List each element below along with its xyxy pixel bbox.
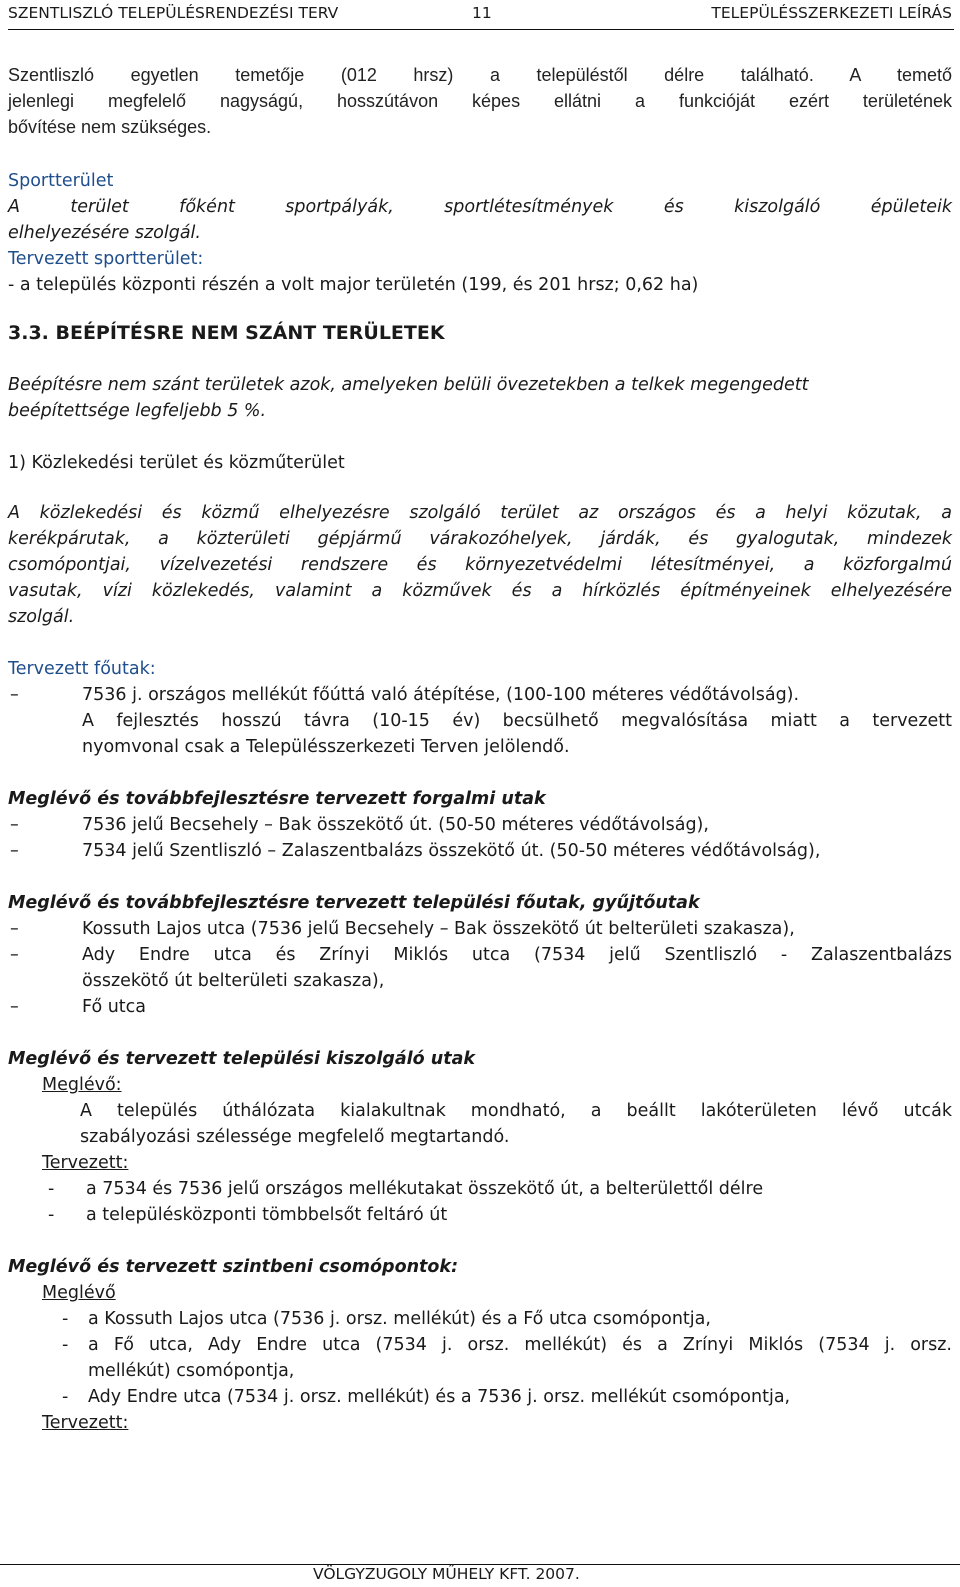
- list-dash: -: [62, 1309, 69, 1329]
- page-header: [8, 3, 954, 30]
- list-dash: –: [10, 945, 19, 965]
- list-dash: –: [10, 815, 19, 835]
- transport-section: [8, 450, 952, 760]
- cemetery-line: jelenlegi megfelelő nagyságú, hosszútávon képes ellátni a funkcióját ezért területének: [8, 91, 952, 111]
- existing-text: szabályozási szélessége megfelelő megtartandó.: [80, 1127, 510, 1147]
- list-item: [8, 1306, 952, 1332]
- service-roads-section: [8, 1046, 952, 1228]
- transport-description-line: szolgál.: [8, 607, 75, 627]
- list-dash: -: [62, 1335, 69, 1355]
- sport-planned-label: Tervezett sportterület:: [8, 249, 204, 269]
- transport-description-line: csomópontjai, vízelvezetési rendszere és környezetvédelmi létesítményei, a közforgalmú: [8, 555, 952, 575]
- cemetery-paragraph: [8, 62, 952, 140]
- transport-description-line: vasutak, vízi közlekedés, valamint a közművek és a hírközlés építményeinek elhelyezésére: [8, 581, 952, 601]
- header-section-title: TELEPÜLÉSSZERKEZETI LEÍRÁS: [711, 4, 952, 22]
- planned-label: Tervezett:: [42, 1153, 129, 1173]
- list-item-text: Fő utca: [82, 997, 147, 1017]
- header-page-number: 11: [472, 4, 492, 22]
- list-item-text: a Kossuth Lajos utca (7536 j. orsz. mellékút) és a Fő utca csomópontja,: [88, 1309, 711, 1329]
- list-item-text: összekötő út belterületi szakasza),: [82, 971, 385, 991]
- page-content: [8, 62, 952, 1436]
- planned-label: Tervezett:: [42, 1413, 129, 1433]
- list-item: [8, 1176, 952, 1202]
- sport-planned-item: - a település központi részén a volt major területén (199, és 201 hrsz; 0,62 ha): [8, 275, 699, 295]
- list-dash: -: [62, 1387, 69, 1407]
- list-item: [8, 1332, 952, 1384]
- list-item: [8, 994, 952, 1020]
- list-dash: -: [48, 1179, 55, 1199]
- service-roads-title: Meglévő és tervezett települési kiszolgáló utak: [8, 1049, 476, 1069]
- list-item-text: a Fő utca, Ady Endre utca (7534 j. orsz. mellékút) és a Zrínyi Miklós (7534 j. orsz.: [88, 1335, 952, 1355]
- sport-title: Sportterület: [8, 171, 114, 191]
- list-item-text: 7534 jelű Szentliszló – Zalaszentbalázs összekötő út. (50-50 méteres védőtávolság),: [82, 841, 821, 861]
- section-title: 3.3. BEÉPÍTÉSRE NEM SZÁNT TERÜLETEK: [8, 322, 445, 344]
- list-item-text: A fejlesztés hosszú távra (10-15 év) becsülhető megvalósítása miatt a tervezett: [82, 711, 952, 731]
- transport-description: [8, 500, 952, 630]
- cemetery-line: Szentliszló egyetlen temetője (012 hrsz) a településtől délre található. A temető: [8, 65, 952, 85]
- list-item-text: Kossuth Lajos utca (7536 jelű Becsehely – Bak összekötő út belterületi szakasza),: [82, 919, 795, 939]
- settlement-main-roads-title: Meglévő és továbbfejlesztésre tervezett települési főutak, gyűjtőutak: [8, 893, 700, 913]
- transport-description-line: A közlekedési és közmű elhelyezésre szolgáló terület az országos és a helyi közutak, a: [8, 503, 952, 523]
- section-intro: beépítettsége legfeljebb 5 %.: [8, 401, 267, 421]
- traffic-roads-section: [8, 786, 952, 864]
- existing-text: A település úthálózata kialakultnak mondható, a beállt lakóterületen lévő utcák: [80, 1101, 952, 1121]
- list-item-text: 7536 jelű Becsehely – Bak összekötő út. (50-50 méteres védőtávolság),: [82, 815, 709, 835]
- traffic-roads-title: Meglévő és továbbfejlesztésre tervezett forgalmi utak: [8, 789, 546, 809]
- list-item: [8, 838, 952, 864]
- list-dash: –: [10, 685, 19, 705]
- list-item-text: Ady Endre utca és Zrínyi Miklós utca (7534 jelű Szentliszló - Zalaszentbalázs: [82, 945, 952, 965]
- header-document-title: SZENTLISZLÓ TELEPÜLÉSRENDEZÉSI TERV: [8, 4, 339, 22]
- planned-main-roads-label: Tervezett főutak:: [8, 659, 156, 679]
- transport-title: 1) Közlekedési terület és közműterület: [8, 453, 345, 473]
- sport-description: A terület főként sportpályák, sportlétesítmények és kiszolgáló épületeik: [8, 197, 952, 217]
- section-intro: Beépítésre nem szánt területek azok, amelyeken belüli övezetekben a telkek megengedett: [8, 375, 809, 395]
- planned-main-road-item: [8, 682, 952, 760]
- page-footer: [0, 1564, 960, 1583]
- existing-label: Meglévő: [42, 1283, 116, 1303]
- settlement-main-roads-section: [8, 890, 952, 1020]
- list-item: [8, 812, 952, 838]
- list-dash: –: [10, 997, 19, 1017]
- section-3-3: [8, 320, 952, 424]
- list-item: [8, 916, 952, 942]
- list-item: [8, 1202, 952, 1228]
- list-item-text: a 7534 és 7536 jelű országos mellékutakat összekötő út, a belterülettől délre: [86, 1179, 764, 1199]
- list-item-text: 7536 j. országos mellékút főúttá való átépítése, (100-100 méteres védőtávolság).: [82, 685, 800, 705]
- junctions-title: Meglévő és tervezett szintbeni csomópontok:: [8, 1257, 459, 1277]
- footer-company: VÖLGYZUGOLY MŰHELY KFT. 2007.: [313, 1565, 580, 1583]
- sport-section: [8, 168, 952, 298]
- list-item-text: a településközponti tömbbelsőt feltáró út: [86, 1205, 448, 1225]
- list-dash: -: [48, 1205, 55, 1225]
- list-item-text: nyomvonal csak a Településszerkezeti Terven jelölendő.: [82, 737, 570, 757]
- sport-description: elhelyezésére szolgál.: [8, 223, 201, 243]
- transport-description-line: kerékpárutak, a közterületi gépjármű várakozóhelyek, járdák, és gyalogutak, mindezek: [8, 529, 952, 549]
- list-item: [8, 942, 952, 994]
- list-dash: –: [10, 841, 19, 861]
- cemetery-line: bővítése nem szükséges.: [8, 117, 212, 137]
- existing-label: Meglévő:: [42, 1075, 122, 1095]
- list-item-text: Ady Endre utca (7534 j. orsz. mellékút) és a 7536 j. orsz. mellékút csomópontja,: [88, 1387, 791, 1407]
- list-item-text: mellékút) csomópontja,: [88, 1361, 295, 1381]
- list-dash: –: [10, 919, 19, 939]
- junctions-section: [8, 1254, 952, 1436]
- list-item: [8, 1384, 952, 1410]
